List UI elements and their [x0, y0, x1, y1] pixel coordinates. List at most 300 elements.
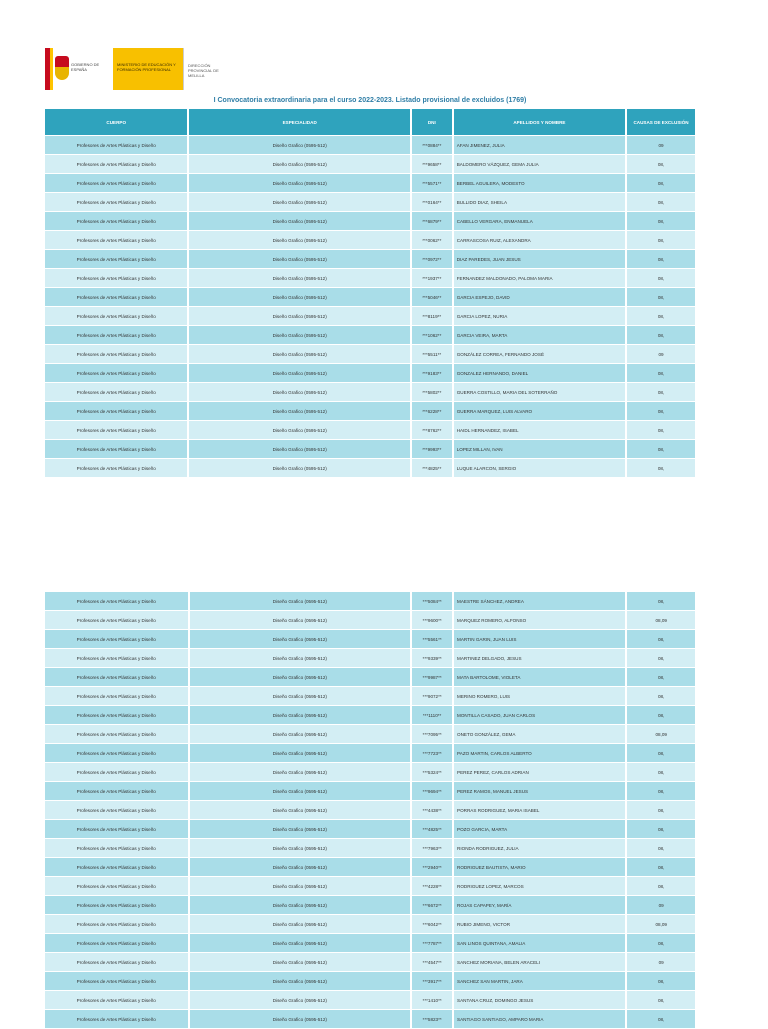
table-row	[45, 972, 695, 990]
nombre-text: MARQUEZ ROMERO, ALFONSO	[457, 617, 527, 623]
nombre-text: GARCIA LOPEZ, NURIA	[456, 313, 508, 319]
table-row	[45, 687, 695, 705]
cell-especialidad: Diseño Grafico (0595-512)	[187, 250, 409, 268]
cell-cuerpo: Profesores de Artes Plásticas y Diseño	[45, 155, 187, 173]
cell-nombre	[452, 402, 625, 420]
cell-dni: ***7723**	[410, 744, 452, 762]
cell-dni: ***7787**	[410, 934, 452, 952]
table-row	[45, 801, 695, 819]
cell-dni: ***0062**	[410, 231, 452, 249]
table-row	[45, 820, 695, 838]
cell-dni: ***5571**	[410, 174, 452, 192]
direction-label: DIRECCIÓN PROVINCIAL DE MELILLA	[183, 48, 233, 90]
table-row	[45, 307, 695, 325]
cell-causa: 08,	[625, 630, 695, 648]
cell-especialidad: Diseño Grafico (0595-512)	[188, 611, 411, 629]
table-row	[45, 763, 695, 781]
cell-cuerpo: Profesores de Artes Plásticas y Diseño	[45, 383, 187, 401]
cell-nombre	[452, 934, 625, 952]
cell-cuerpo: Profesores de Artes Plásticas y Diseño	[45, 877, 188, 895]
cell-cuerpo: Profesores de Artes Plásticas y Diseño	[45, 972, 188, 990]
cell-dni: ***4547**	[410, 953, 452, 971]
cell-nombre	[452, 212, 625, 230]
cell-cuerpo: Profesores de Artes Plásticas y Diseño	[45, 592, 188, 610]
cell-nombre	[452, 630, 625, 648]
nombre-text: MARTINEZ DELGADO, JESUS	[457, 655, 522, 661]
cell-causa: 08,09	[625, 915, 695, 933]
table-row	[45, 212, 695, 230]
cell-cuerpo: Profesores de Artes Plásticas y Diseño	[45, 421, 187, 439]
cell-causa: 08,	[625, 687, 695, 705]
cell-dni: ***5511**	[410, 345, 452, 363]
cell-nombre	[452, 345, 625, 363]
cell-causa: 08,	[625, 934, 695, 952]
table-row	[45, 782, 695, 800]
cell-causa: 08,	[625, 1010, 695, 1028]
table-row	[45, 630, 695, 648]
cell-dni: ***8119**	[410, 307, 452, 325]
table-row	[45, 839, 695, 857]
col-header-nombre: APELLIDOS Y NOMBRE	[452, 109, 625, 135]
nombre-text: CABELLO VERGARA, ENMANUELA	[456, 218, 533, 224]
cell-nombre	[452, 782, 625, 800]
cell-especialidad: Diseño Grafico (0595-512)	[188, 991, 411, 1009]
table-row	[45, 231, 695, 249]
cell-causa: 09	[625, 136, 695, 154]
nombre-text: LUQUE ALARCON, SERGIO	[456, 465, 517, 471]
cell-especialidad: Diseño Grafico (0595-512)	[188, 592, 411, 610]
nombre-text: PEREZ RAMOS, MANUEL JESUS	[457, 788, 529, 794]
cell-nombre	[452, 858, 625, 876]
cell-causa: 08,	[625, 877, 695, 895]
table-row	[45, 592, 695, 610]
cell-dni: ***6879**	[410, 212, 452, 230]
cell-causa: 08,	[625, 193, 695, 211]
nombre-text: GARCIA ESPEJO, DAVID	[456, 294, 510, 300]
nombre-text: GUERRA COSTILLO, MARIA DEL SOTERRAÑO	[456, 389, 558, 395]
cell-dni: ***2940**	[410, 858, 452, 876]
table-row	[45, 896, 695, 914]
cell-causa: 08,	[625, 383, 695, 401]
cell-causa: 09	[625, 345, 695, 363]
cell-cuerpo: Profesores de Artes Plásticas y Diseño	[45, 1010, 188, 1028]
cell-causa: 08,	[625, 326, 695, 344]
cell-especialidad: Diseño Grafico (0595-512)	[188, 744, 411, 762]
cell-causa: 08,	[625, 744, 695, 762]
cell-nombre	[452, 231, 625, 249]
table-row	[45, 402, 695, 420]
cell-dni: ***0164**	[410, 193, 452, 211]
cell-nombre	[452, 915, 625, 933]
cell-dni: ***1410**	[410, 991, 452, 1009]
table-row	[45, 288, 695, 306]
excluded-table-1	[45, 108, 695, 478]
cell-cuerpo: Profesores de Artes Plásticas y Diseño	[45, 402, 187, 420]
cell-dni: ***9993**	[410, 440, 452, 458]
cell-especialidad: Diseño Grafico (0595-512)	[188, 687, 411, 705]
table-row	[45, 440, 695, 458]
cell-nombre	[452, 706, 625, 724]
excluded-table-2	[45, 591, 695, 1029]
table-row	[45, 991, 695, 1009]
ministry-label: MINISTERIO DE EDUCACIÓN Y FORMACIÓN PROFESIONAL	[113, 48, 183, 90]
table-row	[45, 725, 695, 743]
cell-dni: ***3917**	[410, 972, 452, 990]
cell-dni: ***5802**	[410, 383, 452, 401]
cell-nombre	[452, 1010, 625, 1028]
cell-dni: ***1110**	[410, 706, 452, 724]
cell-dni: ***5324**	[410, 763, 452, 781]
cell-cuerpo: Profesores de Artes Plásticas y Diseño	[45, 896, 188, 914]
cell-cuerpo: Profesores de Artes Plásticas y Diseño	[45, 345, 187, 363]
table-row	[45, 326, 695, 344]
nombre-text: HAIDL HERNANDEZ, ISABEL	[456, 427, 519, 433]
cell-cuerpo: Profesores de Artes Plásticas y Diseño	[45, 250, 187, 268]
cell-causa: 08,	[625, 212, 695, 230]
cell-especialidad: Diseño Grafico (0595-512)	[188, 668, 411, 686]
cell-especialidad: Diseño Grafico (0595-512)	[187, 383, 409, 401]
cell-causa: 08,	[625, 174, 695, 192]
cell-cuerpo: Profesores de Artes Plásticas y Diseño	[45, 858, 188, 876]
cell-cuerpo: Profesores de Artes Plásticas y Diseño	[45, 231, 187, 249]
cell-dni: ***8762**	[410, 421, 452, 439]
table-row	[45, 136, 695, 154]
table-row	[45, 611, 695, 629]
cell-cuerpo: Profesores de Artes Plásticas y Diseño	[45, 440, 187, 458]
cell-especialidad: Diseño Grafico (0595-512)	[188, 953, 411, 971]
nombre-text: MAESTRE SÁNCHEZ, ANDREA	[457, 598, 524, 604]
cell-causa: 08,	[625, 402, 695, 420]
cell-dni: ***6228**	[410, 402, 452, 420]
cell-especialidad: Diseño Grafico (0595-512)	[187, 421, 409, 439]
cell-nombre	[452, 269, 625, 287]
table-row	[45, 1010, 695, 1028]
nombre-text: MERINO ROMERO, LUIS	[457, 693, 511, 699]
cell-nombre	[452, 687, 625, 705]
cell-especialidad: Diseño Grafico (0595-512)	[188, 896, 411, 914]
cell-causa: 08,	[625, 592, 695, 610]
cell-dni: ***9072**	[410, 687, 452, 705]
cell-nombre	[452, 668, 625, 686]
cell-especialidad: Diseño Grafico (0595-512)	[187, 269, 409, 287]
cell-cuerpo: Profesores de Artes Plásticas y Diseño	[45, 193, 187, 211]
table-row	[45, 915, 695, 933]
cell-nombre	[452, 801, 625, 819]
cell-causa: 08,	[625, 288, 695, 306]
cell-nombre	[452, 763, 625, 781]
table-header-row	[45, 109, 695, 135]
cell-cuerpo: Profesores de Artes Plásticas y Diseño	[45, 288, 187, 306]
cell-causa: 08,	[625, 839, 695, 857]
cell-especialidad: Diseño Grafico (0595-512)	[187, 174, 409, 192]
cell-nombre	[452, 592, 625, 610]
cell-cuerpo: Profesores de Artes Plásticas y Diseño	[45, 668, 188, 686]
cell-causa: 08,	[625, 231, 695, 249]
cell-especialidad: Diseño Grafico (0595-512)	[187, 345, 409, 363]
cell-causa: 09	[625, 953, 695, 971]
cell-causa: 08,	[625, 269, 695, 287]
cell-especialidad: Diseño Grafico (0595-512)	[188, 858, 411, 876]
table-row	[45, 250, 695, 268]
cell-especialidad: Diseño Grafico (0595-512)	[188, 649, 411, 667]
cell-nombre	[452, 459, 625, 477]
nombre-text: SANTANA CRUZ, DOMINGO JESUS	[457, 997, 534, 1003]
cell-causa: 08,	[625, 440, 695, 458]
cell-cuerpo: Profesores de Artes Plásticas y Diseño	[45, 725, 188, 743]
cell-dni: ***6042**	[410, 915, 452, 933]
cell-nombre	[452, 440, 625, 458]
cell-especialidad: Diseño Grafico (0595-512)	[188, 877, 411, 895]
cell-especialidad: Diseño Grafico (0595-512)	[187, 459, 409, 477]
table-row	[45, 706, 695, 724]
cell-nombre	[452, 250, 625, 268]
table-row	[45, 744, 695, 762]
cell-nombre	[452, 383, 625, 401]
cell-nombre	[452, 972, 625, 990]
nombre-text: CARRASCOSA RUIZ, ALEXANDRA	[456, 237, 531, 243]
cell-especialidad: Diseño Grafico (0595-512)	[188, 725, 411, 743]
table-row	[45, 421, 695, 439]
nombre-text: GUERRA MARQUEZ, LUIS ALVARO	[456, 408, 533, 414]
nombre-text: DIAZ PAREDES, JUAN JESUS	[456, 256, 521, 262]
nombre-text: ROJAS CAPAPEY, MARÍA	[457, 902, 512, 908]
cell-cuerpo: Profesores de Artes Plásticas y Diseño	[45, 991, 188, 1009]
cell-nombre	[452, 326, 625, 344]
cell-cuerpo: Profesores de Artes Plásticas y Diseño	[45, 687, 188, 705]
cell-especialidad: Diseño Grafico (0595-512)	[187, 440, 409, 458]
table-row	[45, 934, 695, 952]
cell-especialidad: Diseño Grafico (0595-512)	[188, 706, 411, 724]
cell-cuerpo: Profesores de Artes Plásticas y Diseño	[45, 934, 188, 952]
cell-causa: 08,09	[625, 611, 695, 629]
cell-nombre	[452, 155, 625, 173]
cell-nombre	[452, 611, 625, 629]
cell-causa: 08,	[625, 155, 695, 173]
cell-especialidad: Diseño Grafico (0595-512)	[187, 288, 409, 306]
cell-especialidad: Diseño Grafico (0595-512)	[187, 136, 409, 154]
nombre-text: MONTILLA CASADO, JUAN CARLOS	[457, 712, 536, 718]
cell-especialidad: Diseño Grafico (0595-512)	[188, 934, 411, 952]
cell-cuerpo: Profesores de Artes Plásticas y Diseño	[45, 953, 188, 971]
cell-nombre	[452, 288, 625, 306]
nombre-text: SANTIAGO SANTIAGO, AMPARO MARIA	[457, 1016, 544, 1022]
cell-causa: 08,	[625, 820, 695, 838]
cell-cuerpo: Profesores de Artes Plásticas y Diseño	[45, 630, 188, 648]
cell-dni: ***6672**	[410, 896, 452, 914]
cell-nombre	[452, 649, 625, 667]
table-row	[45, 193, 695, 211]
cell-dni: ***4438**	[410, 801, 452, 819]
cell-cuerpo: Profesores de Artes Plásticas y Diseño	[45, 611, 188, 629]
cell-nombre	[452, 991, 625, 1009]
cell-especialidad: Diseño Grafico (0595-512)	[187, 307, 409, 325]
cell-especialidad: Diseño Grafico (0595-512)	[187, 231, 409, 249]
col-header-especialidad: ESPECIALIDAD	[187, 109, 409, 135]
nombre-text: AFAN JIMENEZ, JULIA	[456, 142, 505, 148]
nombre-text: PAZO MARTIN, CARLOS ALBERTO	[457, 750, 532, 756]
cell-especialidad: Diseño Grafico (0595-512)	[187, 212, 409, 230]
table-row	[45, 269, 695, 287]
page-title: I Convocatoria extraordinaria para el curso 2022-2023. Listado provisional de excluidos (1769)	[213, 97, 527, 104]
cell-dni: ***9987**	[410, 668, 452, 686]
cell-nombre	[452, 839, 625, 857]
table-row	[45, 858, 695, 876]
cell-nombre	[452, 953, 625, 971]
ministry-logo	[45, 48, 233, 90]
cell-causa: 09	[625, 896, 695, 914]
cell-cuerpo: Profesores de Artes Plásticas y Diseño	[45, 820, 188, 838]
cell-nombre	[452, 725, 625, 743]
cell-causa: 08,	[625, 801, 695, 819]
cell-especialidad: Diseño Grafico (0595-512)	[188, 915, 411, 933]
nombre-text: BULLIDO DIAZ, SHEILA	[456, 199, 508, 205]
cell-nombre	[452, 174, 625, 192]
table-row	[45, 345, 695, 363]
cell-causa: 08,	[625, 459, 695, 477]
cell-dni: ***9600**	[410, 611, 452, 629]
nombre-text: POZO GARCIA, MARTA	[457, 826, 508, 832]
nombre-text: GONZALEZ HERNANDO, DANIEL	[456, 370, 529, 376]
cell-especialidad: Diseño Grafico (0595-512)	[188, 630, 411, 648]
cell-dni: ***7095**	[410, 725, 452, 743]
cell-causa: 08,	[625, 649, 695, 667]
col-header-cuerpo: CUERPO	[45, 109, 187, 135]
cell-nombre	[452, 744, 625, 762]
cell-especialidad: Diseño Grafico (0595-512)	[188, 801, 411, 819]
cell-nombre	[452, 820, 625, 838]
cell-nombre	[452, 193, 625, 211]
nombre-text: PORRAS RODRIGUEZ, MARIA ISABEL	[457, 807, 540, 813]
cell-dni: ***0972**	[410, 250, 452, 268]
cell-dni: ***4228**	[410, 877, 452, 895]
cell-cuerpo: Profesores de Artes Plásticas y Diseño	[45, 744, 188, 762]
cell-causa: 08,	[625, 972, 695, 990]
cell-cuerpo: Profesores de Artes Plásticas y Diseño	[45, 269, 187, 287]
table-row	[45, 174, 695, 192]
nombre-text: SANCHEZ SAN MARTIN, JARA	[457, 978, 523, 984]
cell-cuerpo: Profesores de Artes Plásticas y Diseño	[45, 174, 187, 192]
cell-nombre	[452, 877, 625, 895]
col-header-causas: CAUSAS DE EXCLUSIÓN	[625, 109, 695, 135]
cell-dni: ***9694**	[410, 782, 452, 800]
table-row	[45, 649, 695, 667]
nombre-text: GARCIA VEIRA, MARTA	[456, 332, 508, 338]
cell-cuerpo: Profesores de Artes Plásticas y Diseño	[45, 782, 188, 800]
nombre-text: PEREZ PEREZ, CARLOS ADRIAN	[457, 769, 529, 775]
cell-cuerpo: Profesores de Artes Plásticas y Diseño	[45, 649, 188, 667]
cell-causa: 08,	[625, 250, 695, 268]
nombre-text: RUBIO JIMENO, VICTOR	[457, 921, 511, 927]
table-row	[45, 953, 695, 971]
nombre-text: SANCHEZ MORIANA, BELEN ARACELI	[457, 959, 540, 965]
cell-especialidad: Diseño Grafico (0595-512)	[188, 782, 411, 800]
cell-especialidad: Diseño Grafico (0595-512)	[187, 193, 409, 211]
table-row	[45, 877, 695, 895]
nombre-text: RIONDA RODRIGUEZ, JULIA	[457, 845, 519, 851]
cell-cuerpo: Profesores de Artes Plásticas y Diseño	[45, 212, 187, 230]
gov-label: GOBIERNO DE ESPAÑA	[69, 48, 113, 90]
cell-causa: 08,	[625, 782, 695, 800]
cell-especialidad: Diseño Grafico (0595-512)	[188, 839, 411, 857]
cell-dni: ***9339**	[410, 649, 452, 667]
cell-cuerpo: Profesores de Artes Plásticas y Diseño	[45, 763, 188, 781]
cell-especialidad: Diseño Grafico (0595-512)	[188, 820, 411, 838]
cell-cuerpo: Profesores de Artes Plásticas y Diseño	[45, 326, 187, 344]
cell-cuerpo: Profesores de Artes Plásticas y Diseño	[45, 307, 187, 325]
cell-causa: 08,	[625, 858, 695, 876]
cell-causa: 08,09	[625, 725, 695, 743]
cell-dni: ***5561**	[410, 630, 452, 648]
spain-coat-of-arms-icon	[45, 48, 69, 90]
cell-especialidad: Diseño Grafico (0595-512)	[187, 326, 409, 344]
col-header-dni: DNI	[410, 109, 452, 135]
nombre-text: SAN LINOS QUINTANA, AMALIA	[457, 940, 526, 946]
cell-dni: ***7963**	[410, 839, 452, 857]
table-row	[45, 155, 695, 173]
cell-dni: ***5084**	[410, 592, 452, 610]
cell-especialidad: Diseño Grafico (0595-512)	[188, 972, 411, 990]
cell-causa: 08,	[625, 668, 695, 686]
nombre-text: MATA BARTOLOME, VIOLETA	[457, 674, 521, 680]
cell-especialidad: Diseño Grafico (0595-512)	[187, 402, 409, 420]
nombre-text: RODRIGUEZ BAUTISTA, MARIO	[457, 864, 526, 870]
cell-dni: ***9183**	[410, 364, 452, 382]
nombre-text: MARTIN GARIN, JUAN LUIS	[457, 636, 517, 642]
cell-especialidad: Diseño Grafico (0595-512)	[188, 1010, 411, 1028]
table-row	[45, 459, 695, 477]
cell-especialidad: Diseño Grafico (0595-512)	[188, 763, 411, 781]
cell-nombre	[452, 896, 625, 914]
nombre-text: FERNANDEZ MALDONADO, PALOMA MARIA	[456, 275, 553, 281]
cell-dni: ***1937**	[410, 269, 452, 287]
cell-nombre	[452, 364, 625, 382]
cell-causa: 08,	[625, 763, 695, 781]
cell-causa: 08,	[625, 364, 695, 382]
cell-cuerpo: Profesores de Artes Plásticas y Diseño	[45, 915, 188, 933]
nombre-text: RODRIGUEZ LOPEZ, MARCOS	[457, 883, 524, 889]
cell-cuerpo: Profesores de Artes Plásticas y Diseño	[45, 801, 188, 819]
cell-causa: 08,	[625, 991, 695, 1009]
cell-dni: ***4825**	[410, 820, 452, 838]
cell-dni: ***5823**	[410, 1010, 452, 1028]
cell-causa: 08,	[625, 706, 695, 724]
cell-cuerpo: Profesores de Artes Plásticas y Diseño	[45, 839, 188, 857]
cell-especialidad: Diseño Grafico (0595-512)	[187, 364, 409, 382]
cell-cuerpo: Profesores de Artes Plásticas y Diseño	[45, 364, 187, 382]
nombre-text: ONETO GONZÁLEZ, GEMA	[457, 731, 516, 737]
nombre-text: BALDOMERO VÁZQUEZ, GEMA JULIA	[456, 161, 539, 167]
cell-dni: ***5046**	[410, 288, 452, 306]
table-row	[45, 364, 695, 382]
cell-dni: ***4825**	[410, 459, 452, 477]
nombre-text: LOPEZ MILLAN, IVAN	[456, 446, 503, 452]
table-row	[45, 383, 695, 401]
nombre-text: GONZÁLEZ CORREA, FERNANDO JOSÉ	[456, 351, 545, 357]
cell-causa: 08,	[625, 421, 695, 439]
cell-cuerpo: Profesores de Artes Plásticas y Diseño	[45, 706, 188, 724]
cell-nombre	[452, 307, 625, 325]
cell-dni: ***1062**	[410, 326, 452, 344]
cell-cuerpo: Profesores de Artes Plásticas y Diseño	[45, 136, 187, 154]
table-row	[45, 668, 695, 686]
cell-nombre	[452, 421, 625, 439]
cell-causa: 08,	[625, 307, 695, 325]
cell-cuerpo: Profesores de Artes Plásticas y Diseño	[45, 459, 187, 477]
cell-dni: ***9658**	[410, 155, 452, 173]
cell-nombre	[452, 136, 625, 154]
nombre-text: BERBEL AGUILERA, MODESTO	[456, 180, 525, 186]
cell-dni: ***0884**	[410, 136, 452, 154]
